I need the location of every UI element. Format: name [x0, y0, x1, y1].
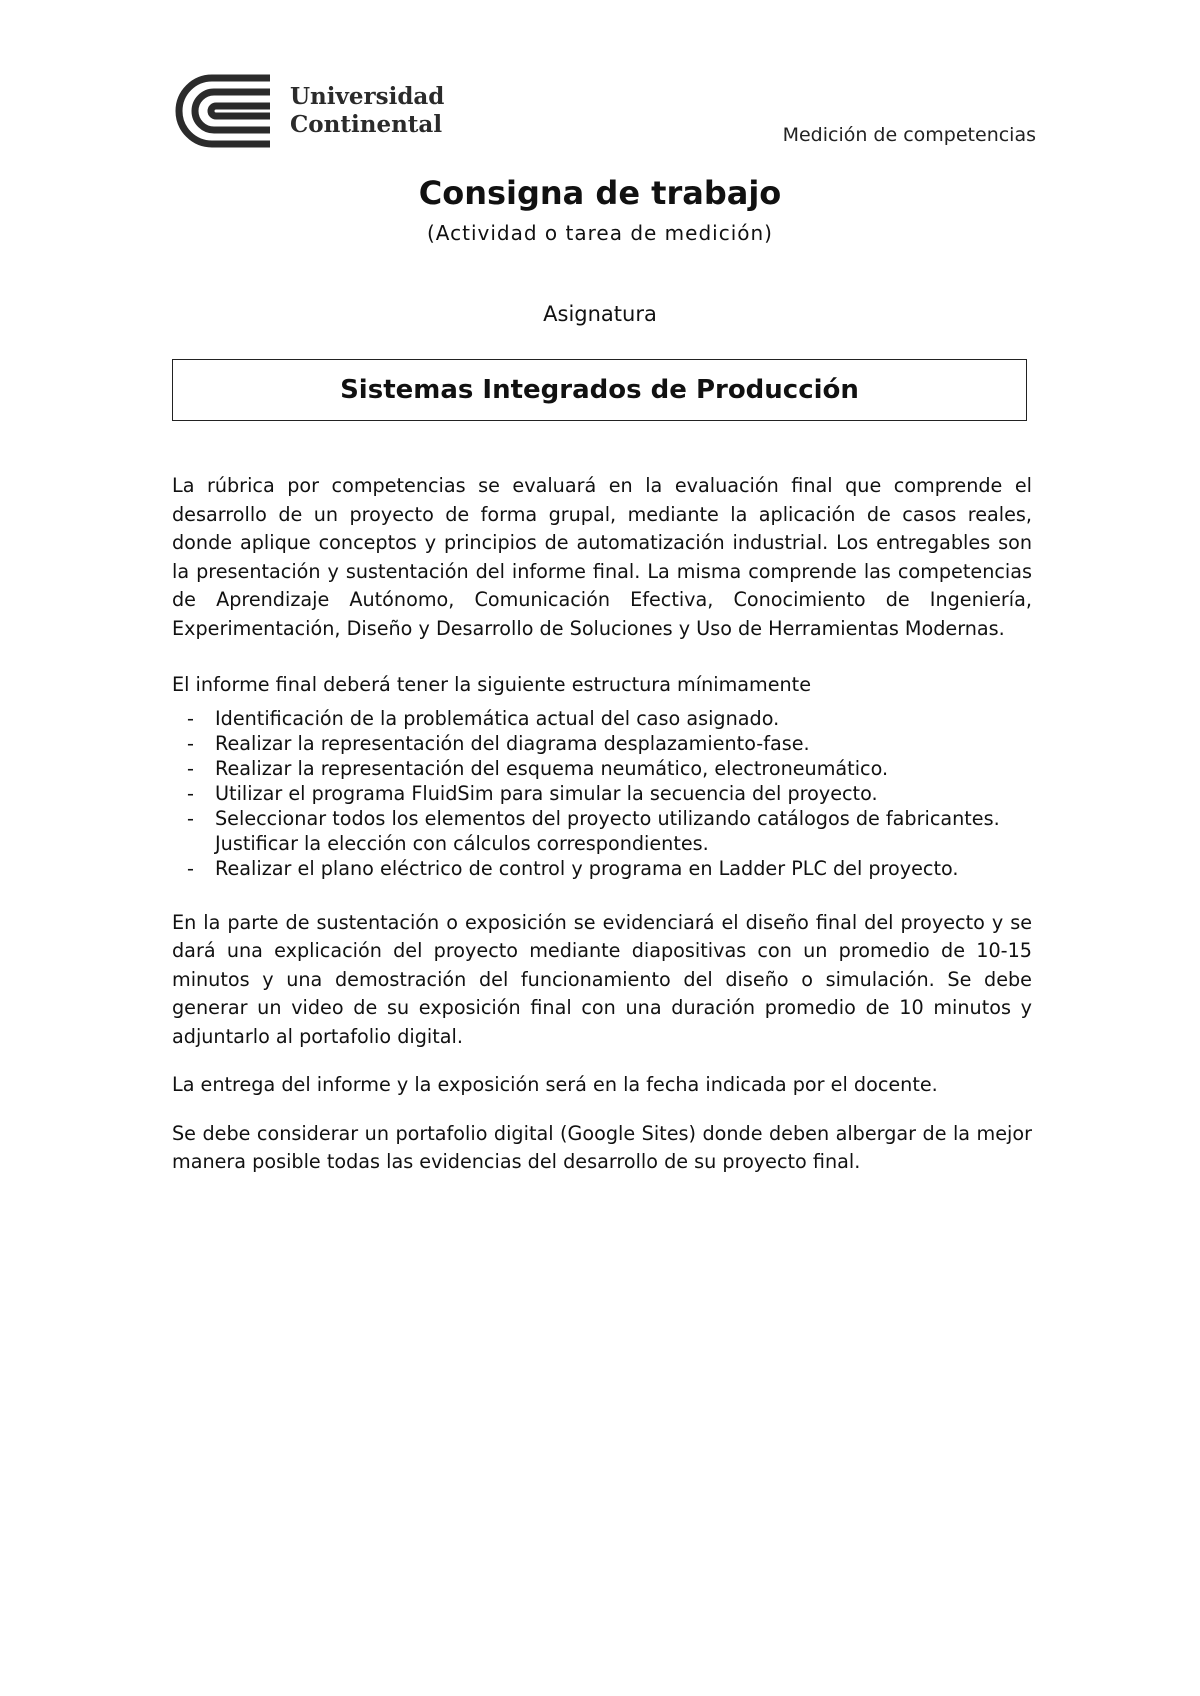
logo-line-2: Continental — [290, 111, 443, 138]
list-item-text: Realizar la representación del esquema neumático, electroneumático. — [215, 756, 889, 780]
delivery-paragraph: La entrega del informe y la exposición será en la fecha indicada por el docente. — [172, 1073, 938, 1096]
list-item — [172, 856, 1032, 881]
document-title: Consigna de trabajo — [418, 174, 782, 212]
presentation-paragraph: En la parte de sustentación o exposición se evidenciará el diseño final del proyecto y se dará una explicación del proyecto mediante diapositivas con un promedio de 10-15 minutos y una demostración del funcionamiento del diseño o simulación. Se debe generar un video de su exposición final con una duración promedio de 10 minutos y adjuntarlo al portafolio digital. — [172, 910, 1032, 1048]
university-logo — [172, 72, 444, 150]
logo-line-1: Universidad — [290, 83, 445, 110]
list-item — [172, 756, 1032, 781]
document-subtitle: (Actividad o tarea de medición) — [427, 221, 773, 245]
dash-icon: - — [187, 806, 194, 830]
subject-label: Asignatura — [543, 302, 657, 326]
list-item — [172, 706, 1032, 731]
portfolio-paragraph: Se debe considerar un portafolio digital (Google Sites) donde deben albergar de la mejor manera posible todas las evidencias del desarrollo de su proyecto final. — [172, 1121, 1032, 1173]
list-item-text: Realizar la representación del diagrama desplazamiento-fase. — [215, 731, 810, 755]
university-logo-mark-icon — [172, 72, 274, 150]
list-item-text: Realizar el plano eléctrico de control y programa en Ladder PLC del proyecto. — [215, 856, 959, 880]
subject-name: Sistemas Integrados de Producción — [340, 375, 859, 405]
dash-icon: - — [187, 756, 194, 780]
subject-name-box — [172, 359, 1027, 421]
dash-icon: - — [187, 856, 194, 880]
intro-paragraph: La rúbrica por competencias se evaluará en la evaluación final que comprende el desarrollo de un proyecto de forma grupal, mediante la aplicación de casos reales, donde aplique conceptos y principios de automatización industrial. Los entregables son la presentación y sustentación del informe final. La misma comprende las competencias de Aprendizaje Autónomo, Comunicación Efectiva, Conocimiento de Ingeniería, Experimentación, Diseño y Desarrollo de Soluciones y Uso de Herramientas Modernas. — [172, 474, 1032, 640]
list-item — [172, 781, 1032, 806]
dash-icon: - — [187, 706, 194, 730]
dash-icon: - — [187, 731, 194, 755]
section-label: Medición de competencias — [782, 124, 1036, 146]
requirements-list — [172, 706, 1032, 881]
list-item — [172, 731, 1032, 756]
list-item-text: Seleccionar todos los elementos del proyecto utilizando catálogos de fabricantes. Justificar la elección con cálculos correspondientes. — [215, 806, 1000, 855]
list-item-text: Identificación de la problemática actual del caso asignado. — [215, 706, 780, 730]
dash-icon: - — [187, 781, 194, 805]
document-body — [172, 472, 1032, 1197]
university-logo-text — [290, 83, 444, 139]
structure-intro-paragraph: El informe final deberá tener la siguiente estructura mínimamente — [172, 673, 811, 696]
list-item-text: Utilizar el programa FluidSim para simular la secuencia del proyecto. — [215, 781, 878, 805]
list-item — [172, 806, 1032, 856]
